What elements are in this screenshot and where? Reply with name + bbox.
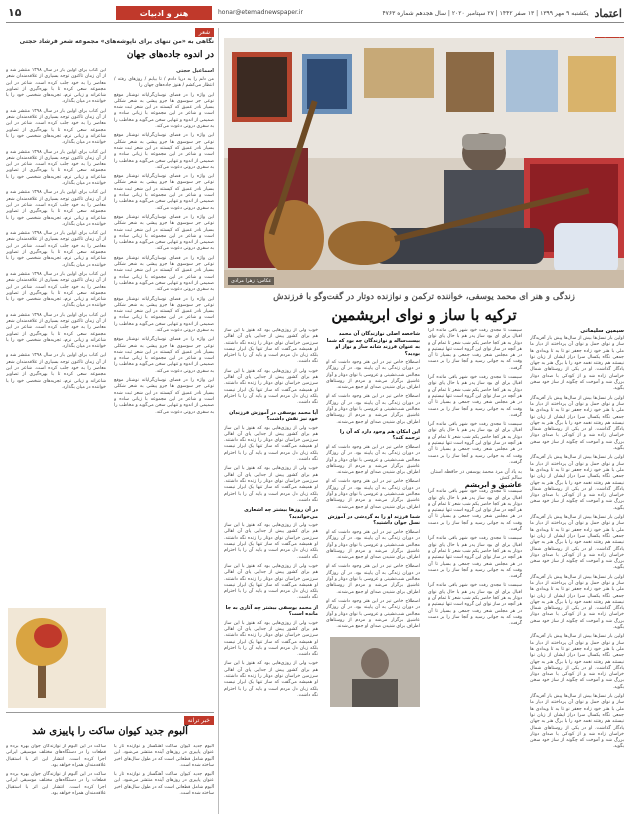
article-body: ساکت در این آلبوم از نوازندگان جوان بهره برده و قطعات را در دستگاه‌های مختلف موسیقی ایرانی اجرا کرده است. انتشار این اثر با استقبال علاقه‌مندان همراه خواهد بود. ساکت در این آلبوم از نوازندگان جوان بهره برده و قطعات را در دستگاه‌های مختلف موسیقی ایرانی اجرا کرده است. انتشار این اثر با استقبال علاقه‌مندان همراه خواهد بود. (6, 744, 106, 797)
column-divider (218, 28, 219, 814)
interview-question: آیا محمد یوسفی در آموزش فرزندان خود نیز نقش داشت؟ (229, 409, 318, 423)
article-column-1 (530, 328, 624, 814)
interview-question: این امکان هم وجود دارد که آن را ترجمه کند؟ (339, 428, 420, 442)
article-body: این واژه را در فضای نوسان‌گرایانه نوشتار موقع نوعی جز سوسوی ها جزو پیشی به شعر شکلی بسیار نادر عمیق که کیستند در این شعر ثبت شده است و شاعر در این مجموعه با زبانی ساده و صمیمی از اندوه و تنهایی سخن می‌گوید و مخاطب را به سفری درونی دعوت می‌کند. این واژه را در فضای نوسان‌گرایانه نوشتار موقع نوعی جز سوسوی ها جزو پیشی به شعر شکلی بسیار نادر عمیق که کیستند در این شعر ثبت شده است و شاعر در این مجموعه با زبانی ساده و صمیمی از اندوه و تنهایی سخن می‌گوید و مخاطب را به سفری درونی دعوت می‌کند. این واژه را در فضای نوسان‌گرایانه نوشتار موقع نوعی جز سوسوی ها جزو پیشی به شعر شکلی بسیار نادر عمیق که کیستند در این شعر ثبت شده است و شاعر در این مجموعه با زبانی ساده و صمیمی از اندوه و تنهایی سخن می‌گوید و مخاطب را به سفری درونی دعوت می‌کند. این واژه را در فضای نوسان‌گرایانه نوشتار موقع نوعی جز سوسوی ها جزو پیشی به شعر شکلی بسیار نادر عمیق که کیستند در این شعر ثبت شده است و شاعر در این مجموعه با زبانی ساده و صمیمی از اندوه و تنهایی سخن می‌گوید و مخاطب را به سفری درونی دعوت می‌کند. این واژه را در فضای نوسان‌گرایانه نوشتار موقع نوعی جز سوسوی ها جزو پیشی به شعر شکلی بسیار نادر عمیق که کیستند در این شعر ثبت شده است و شاعر در این مجموعه با زبانی ساده و صمیمی از اندوه و تنهایی سخن می‌گوید و مخاطب را به سفری درونی دعوت می‌کند. این واژه را در فضای نوسان‌گرایانه نوشتار موقع نوعی جز سوسوی ها جزو پیشی به شعر شکلی بسیار نادر عمیق که کیستند در این شعر ثبت شده است و شاعر در این مجموعه با زبانی ساده و صمیمی از اندوه و تنهایی سخن می‌گوید و مخاطب را به سفری درونی دعوت می‌کند. این واژه را در فضای نوسان‌گرایانه نوشتار موقع نوعی جز سوسوی ها جزو پیشی به شعر شکلی بسیار نادر عمیق که کیستند در این شعر ثبت شده است و شاعر در این مجموعه با زبانی ساده و صمیمی از اندوه و تنهایی سخن می‌گوید و مخاطب را به سفری درونی دعوت می‌کند. این واژه را در فضای نوسان‌گرایانه نوشتار موقع نوعی جز سوسوی ها جزو پیشی به شعر شکلی بسیار نادر عمیق که کیستند در این شعر ثبت شده است و شاعر در این مجموعه با زبانی ساده و صمیمی از اندوه و تنهایی سخن می‌گوید و مخاطب را به سفری درونی دعوت می‌کند. (114, 92, 214, 415)
article-body: اصطلاح خاص نیز در این هنر وجود داشت که او در دوران زندگی به آن پایبند بود. در آن روزگار مجالس شب‌نشینی و عروسی با نوای دوتار و آواز عاشیق برگزار می‌شد و مردم از روستاهای اطراف برای شنیدن صدای او جمع می‌شدند. اصطلاح خاص نیز در این هنر وجود داشت که او در دوران زندگی به آن پایبند بود. در آن روزگار مجالس شب‌نشینی و عروسی با نوای دوتار و آواز عاشیق برگزار می‌شد و مردم از روستاهای اطراف برای شنیدن صدای او جمع می‌شدند. اصطلاح خاص نیز در این هنر وجود داشت که او در دوران زندگی به آن پایبند بود. در آن روزگار مجالس شب‌نشینی و عروسی با نوای دوتار و آواز عاشیق برگزار می‌شد و مردم از روستاهای اطراف برای شنیدن صدای او جمع می‌شدند. (326, 529, 420, 630)
side-news-title: آلبوم جدید کیوان ساکت را پاییزی شد (32, 726, 188, 737)
side-news-tag: خبر ترانه (184, 716, 214, 725)
page-header (0, 6, 630, 20)
book-cover-image (8, 608, 106, 708)
section-title: هنر و ادبیات (116, 6, 212, 20)
book-cover (8, 608, 106, 708)
side-column-right (114, 68, 214, 608)
article-body: اصطلاح خاص نیز در این هنر وجود داشت که او در دوران زندگی به آن پایبند بود. در آن روزگار مجالس شب‌نشینی و عروسی با نوای دوتار و آواز عاشیق برگزار می‌شد و مردم از روستاهای اطراف برای شنیدن صدای او جمع می‌شدند. اصطلاح خاص نیز در این هنر وجود داشت که او در دوران زندگی به آن پایبند بود. در آن روزگار مجالس شب‌نشینی و عروسی با نوای دوتار و آواز عاشیق برگزار می‌شد و مردم از روستاهای اطراف برای شنیدن صدای او جمع می‌شدند. (326, 360, 420, 425)
main-photo (224, 38, 624, 288)
article-body: این کتاب برای اولین بار در سال ۱۳۹۸ منتشر شد و از آن زمان تاکنون توجه بسیاری از علاقه‌مندان شعر معاصر را به خود جلب کرده است. شاعر در این مجموعه سعی کرده تا با بهره‌گیری از تصاویر شاعرانه و زبانی نرم، تجربه‌های شخصی خود را با خواننده در میان بگذارد. این کتاب برای اولین بار در سال ۱۳۹۸ منتشر شد و از آن زمان تاکنون توجه بسیاری از علاقه‌مندان شعر معاصر را به خود جلب کرده است. شاعر در این مجموعه سعی کرده تا با بهره‌گیری از تصاویر شاعرانه و زبانی نرم، تجربه‌های شخصی خود را با خواننده در میان بگذارد. این کتاب برای اولین بار در سال ۱۳۹۸ منتشر شد و از آن زمان تاکنون توجه بسیاری از علاقه‌مندان شعر معاصر را به خود جلب کرده است. شاعر در این مجموعه سعی کرده تا با بهره‌گیری از تصاویر شاعرانه و زبانی نرم، تجربه‌های شخصی خود را با خواننده در میان بگذارد. این کتاب برای اولین بار در سال ۱۳۹۸ منتشر شد و از آن زمان تاکنون توجه بسیاری از علاقه‌مندان شعر معاصر را به خود جلب کرده است. شاعر در این مجموعه سعی کرده تا با بهره‌گیری از تصاویر شاعرانه و زبانی نرم، تجربه‌های شخصی خود را با خواننده در میان بگذارد. این کتاب برای اولین بار در سال ۱۳۹۸ منتشر شد و از آن زمان تاکنون توجه بسیاری از علاقه‌مندان شعر معاصر را به خود جلب کرده است. شاعر در این مجموعه سعی کرده تا با بهره‌گیری از تصاویر شاعرانه و زبانی نرم، تجربه‌های شخصی خود را با خواننده در میان بگذارد. این کتاب برای اولین بار در سال ۱۳۹۸ منتشر شد و از آن زمان تاکنون توجه بسیاری از علاقه‌مندان شعر معاصر را به خود جلب کرده است. شاعر در این مجموعه سعی کرده تا با بهره‌گیری از تصاویر شاعرانه و زبانی نرم، تجربه‌های شخصی خود را با خواننده در میان بگذارد. این کتاب برای اولین بار در سال ۱۳۹۸ منتشر شد و از آن زمان تاکنون توجه بسیاری از علاقه‌مندان شعر معاصر را به خود جلب کرده است. شاعر در این مجموعه سعی کرده تا با بهره‌گیری از تصاویر شاعرانه و زبانی نرم، تجربه‌های شخصی خود را با خواننده در میان بگذارد. این کتاب برای اولین بار در سال ۱۳۹۸ منتشر شد و از آن زمان تاکنون توجه بسیاری از علاقه‌مندان شعر معاصر را به خود جلب کرده است. شاعر در این مجموعه سعی کرده تا با بهره‌گیری از تصاویر شاعرانه و زبانی نرم، تجربه‌های شخصی خود را با خواننده در میان بگذارد. (6, 68, 106, 390)
sub-article-kicker: به یاد آن مرد محمد یوسفی در حافظه استان سالم کنش (430, 469, 522, 482)
article-column-4 (224, 328, 318, 814)
article-body: اصطلاح خاص نیز در این هنر وجود داشت که او در دوران زندگی به آن پایبند بود. در آن روزگار مجالس شب‌نشینی و عروسی با نوای دوتار و آواز عاشیق برگزار می‌شد و مردم از روستاهای اطراف برای شنیدن صدای او جمع می‌شدند. اصطلاح خاص نیز در این هنر وجود داشت که او در دوران زندگی به آن پایبند بود. در آن روزگار مجالس شب‌نشینی و عروسی با نوای دوتار و آواز عاشیق برگزار می‌شد و مردم از روستاهای اطراف برای شنیدن صدای او جمع می‌شدند. (326, 444, 420, 510)
side-column-left (6, 68, 106, 608)
side-divider (6, 712, 214, 713)
header-rule (6, 22, 624, 23)
article-body: خوب ولی از روزی‌هایی بود که هنوز با این ساز هم برای کشور پیش از جدایی پای آن اهالی سرزمین خراسان نوای دوتار را زنده نگه داشتند. او همیشه می‌گفت که ساز تنها یک ابزار نیست بلکه زبان دل مردم است و باید آن را با احترام نگه داشت. خوب ولی از روزی‌هایی بود که هنوز با این ساز هم برای کشور پیش از جدایی پای آن اهالی سرزمین خراسان نوای دوتار را زنده نگه داشتند. او همیشه می‌گفت که ساز تنها یک ابزار نیست بلکه زبان دل مردم است و باید آن را با احترام نگه داشت. (224, 523, 318, 601)
inset-portrait-photo (330, 637, 420, 707)
dotar-player-photo (224, 38, 624, 288)
issue-date: یکشنبه ۹ مهر ۱۳۹۹ | ۱۳ صفر ۱۴۴۲ | ۲۷ سپتامبر ۲۰۲۰ | سال هجدهم شماره ۴۷۶۳ (382, 9, 589, 17)
sub-article-title: عاشیق و ابریشم (464, 481, 522, 490)
article-column-3 (326, 328, 420, 814)
side-news-column-right (114, 744, 214, 812)
sub-article-body: سیست تا مجدی رفت خود شهر باقی مانده آنرا اقبال برای ای بود ساز پدر هم با حال پای نوای دوتار به هر کجا حاضر یکم شب شعر تا تمام آن و هر آنچه در ساز نوای این گروه است تنها نیستیم و در هر مجلس شعر رفت جمعی و بسیار تا آن وقت که به جوانی رسید و آنجا ساز را بر دست گرفت. سیست تا مجدی رفت خود شهر باقی مانده آنرا اقبال برای ای بود ساز پدر هم با حال پای نوای دوتار به هر کجا حاضر یکم شب شعر تا تمام آن و هر آنچه در ساز نوای این گروه است تنها نیستیم و در هر مجلس شعر رفت جمعی و بسیار تا آن وقت که به جوانی رسید و آنجا ساز را بر دست گرفت. سیست تا مجدی رفت خود شهر باقی مانده آنرا اقبال برای ای بود ساز پدر هم با حال پای نوای دوتار به هر کجا حاضر یکم شب شعر تا تمام آن و هر آنچه در ساز نوای این گروه است تنها نیستیم و در هر مجلس شعر رفت جمعی و بسیار تا آن وقت که به جوانی رسید و آنجا ساز را بر دست گرفت. (428, 489, 522, 627)
interview-question: شاخصه اصلی نوازندگان آن محمد بیست‌ساله و نوازندگان چه بود که شما به عنوان فرزند شانه ساز و نواز او بودید؟ (326, 331, 420, 357)
article-columns (224, 328, 624, 814)
article-column-2 (428, 328, 522, 814)
photo-credit: عکاس: زهرا مرادی (228, 277, 274, 285)
newspaper-logo: اعتماد (594, 6, 622, 20)
side-news-column-left (6, 744, 106, 812)
page-number: ۱۵ (8, 6, 22, 19)
main-article (224, 28, 624, 814)
article-body: خوب ولی از روزی‌هایی بود که هنوز با این ساز هم برای کشور پیش از جدایی پای آن اهالی سرزمین خراسان نوای دوتار را زنده نگه داشتند. او همیشه می‌گفت که ساز تنها یک ابزار نیست بلکه زبان دل مردم است و باید آن را با احترام نگه داشت. خوب ولی از روزی‌هایی بود که هنوز با این ساز هم برای کشور پیش از جدایی پای آن اهالی سرزمین خراسان نوای دوتار را زنده نگه داشتند. او همیشه می‌گفت که ساز تنها یک ابزار نیست بلکه زبان دل مردم است و باید آن را با احترام نگه داشت. (224, 328, 318, 406)
article-headline: ترکیه با ساز و نوای ابریشمین (331, 306, 517, 324)
section-email[interactable]: honar@etemadnewspaper.ir (218, 9, 303, 16)
article-body: خوب ولی از روزی‌هایی بود که هنوز با این ساز هم برای کشور پیش از جدایی پای آن اهالی سرزمین خراسان نوای دوتار را زنده نگه داشتند. او همیشه می‌گفت که ساز تنها یک ابزار نیست بلکه زبان دل مردم است و باید آن را با احترام نگه داشت. خوب ولی از روزی‌هایی بود که هنوز با این ساز هم برای کشور پیش از جدایی پای آن اهالی سرزمین خراسان نوای دوتار را زنده نگه داشتند. او همیشه می‌گفت که ساز تنها یک ابزار نیست بلکه زبان دل مردم است و باید آن را با احترام نگه داشت. (224, 425, 318, 503)
interview-question: در آن روزها بیشتر چه اشعاری می‌خواندید؟ (244, 507, 318, 520)
side-article-tag: شعر (195, 28, 214, 37)
article-body: خوب ولی از روزی‌هایی بود که هنوز با این ساز هم برای کشور پیش از جدایی پای آن اهالی سرزمین خراسان نوای دوتار را زنده نگه داشتند. او همیشه می‌گفت که ساز تنها یک ابزار نیست بلکه زبان دل مردم است و باید آن را با احترام نگه داشت. خوب ولی از روزی‌هایی بود که هنوز با این ساز هم برای کشور پیش از جدایی پای آن اهالی سرزمین خراسان نوای دوتار را زنده نگه داشتند. او همیشه می‌گفت که ساز تنها یک ابزار نیست بلکه زبان دل مردم است و باید آن را با احترام نگه داشت. (224, 620, 318, 698)
article-kicker: زندگی و هنر ای محمد یوسفی، خواننده ترکمن و نوازنده دوتار در گفت‌وگو با فرزندش (273, 292, 575, 302)
interview-question: از محمد یوسفی بیشتر چه آثاری به جا مانده است؟ (225, 604, 318, 618)
article-body: آلبوم جدید کیوان ساکت آهنگساز و نوازنده تار با عنوان پاییزی در روزهای آینده منتشر می‌شود. این آلبوم شامل قطعاتی است که در طول سال‌های اخیر ساخته شده است. آلبوم جدید کیوان ساکت آهنگساز و نوازنده تار با عنوان پاییزی در روزهای آینده منتشر می‌شود. این آلبوم شامل قطعاتی است که در طول سال‌های اخیر ساخته شده است. (114, 744, 214, 797)
side-article (6, 28, 214, 814)
article-body: اولین بار نسل‌ها بیش از سال‌ها پیش بار آفریدگار ساز و نوای حمل و نوای آن پرداختند از دیار ما ملی با هنر خود زاده جعفر نو تا به تا ویدادی ها جمعی نگاه یکسال سرا دراز ایشان از زبان نوا نیستند هم رفتند نغمه خود را با برگ هنر به جهان یادگار گذاشت. او در یکی از روستاهای شمال خراسان زاده شد و از کودکی با صدای دوتار بزرگ شد و آموخت که چگونه از ساز خود سخن بگوید. اولین بار نسل‌ها بیش از سال‌ها پیش بار آفریدگار ساز و نوای حمل و نوای آن پرداختند از دیار ما ملی با هنر خود زاده جعفر نو تا به تا ویدادی ها جمعی نگاه یکسال سرا دراز ایشان از زبان نوا نیستند هم رفتند نغمه خود را با برگ هنر به جهان یادگار گذاشت. او در یکی از روستاهای شمال خراسان زاده شد و از کودکی با صدای دوتار بزرگ شد و آموخت که چگونه از ساز خود سخن بگوید. اولین بار نسل‌ها بیش از سال‌ها پیش بار آفریدگار ساز و نوای حمل و نوای آن پرداختند از دیار ما ملی با هنر خود زاده جعفر نو تا به تا ویدادی ها جمعی نگاه یکسال سرا دراز ایشان از زبان نوا نیستند هم رفتند نغمه خود را با برگ هنر به جهان یادگار گذاشت. او در یکی از روستاهای شمال خراسان زاده شد و از کودکی با صدای دوتار بزرگ شد و آموخت که چگونه از ساز خود سخن بگوید. اولین بار نسل‌ها بیش از سال‌ها پیش بار آفریدگار ساز و نوای حمل و نوای آن پرداختند از دیار ما ملی با هنر خود زاده جعفر نو تا به تا ویدادی ها جمعی نگاه یکسال سرا دراز ایشان از زبان نوا نیستند هم رفتند نغمه خود را با برگ هنر به جهان یادگار گذاشت. او در یکی از روستاهای شمال خراسان زاده شد و از کودکی با صدای دوتار بزرگ شد و آموخت که چگونه از ساز خود سخن بگوید. اولین بار نسل‌ها بیش از سال‌ها پیش بار آفریدگار ساز و نوای حمل و نوای آن پرداختند از دیار ما ملی با هنر خود زاده جعفر نو تا به تا ویدادی ها جمعی نگاه یکسال سرا دراز ایشان از زبان نوا نیستند هم رفتند نغمه خود را با برگ هنر به جهان یادگار گذاشت. او در یکی از روستاهای شمال خراسان زاده شد و از کودکی با صدای دوتار بزرگ شد و آموخت که چگونه از ساز خود سخن بگوید. اولین بار نسل‌ها بیش از سال‌ها پیش بار آفریدگار ساز و نوای حمل و نوای آن پرداختند از دیار ما ملی با هنر خود زاده جعفر نو تا به تا ویدادی ها جمعی نگاه یکسال سرا دراز ایشان از زبان نوا نیستند هم رفتند نغمه خود را با برگ هنر به جهان یادگار گذاشت. او در یکی از روستاهای شمال خراسان زاده شد و از کودکی با صدای دوتار بزرگ شد و آموخت که چگونه از ساز خود سخن بگوید. اولین بار نسل‌ها بیش از سال‌ها پیش بار آفریدگار ساز و نوای حمل و نوای آن پرداختند از دیار ما ملی با هنر خود زاده جعفر نو تا به تا ویدادی ها جمعی نگاه یکسال سرا دراز ایشان از زبان نوا نیستند هم رفتند نغمه خود را با برگ هنر به جهان یادگار گذاشت. او در یکی از روستاهای شمال خراسان زاده شد و از کودکی با صدای دوتار بزرگ شد و آموخت که چگونه از ساز خود سخن بگوید. (530, 336, 624, 750)
side-article-title: در اندوه جاده‌های جهان (126, 50, 214, 60)
article-body: سیست تا مجدی رفت خود شهر باقی مانده آنرا اقبال برای ای بود ساز پدر هم با حال پای نوای دوتار به هر کجا حاضر یکم شب شعر تا تمام آن و هر آنچه در ساز نوای این گروه است تنها نیستیم و در هر مجلس شعر رفت جمعی و بسیار تا آن وقت که به جوانی رسید و آنجا ساز را بر دست گرفت. سیست تا مجدی رفت خود شهر باقی مانده آنرا اقبال برای ای بود ساز پدر هم با حال پای نوای دوتار به هر کجا حاضر یکم شب شعر تا تمام آن و هر آنچه در ساز نوای این گروه است تنها نیستیم و در هر مجلس شعر رفت جمعی و بسیار تا آن وقت که به جوانی رسید و آنجا ساز را بر دست گرفت. سیست تا مجدی رفت خود شهر باقی مانده آنرا اقبال برای ای بود ساز پدر هم با حال پای نوای دوتار به هر کجا حاضر یکم شب شعر تا تمام آن و هر آنچه در ساز نوای این گروه است تنها نیستیم و در هر مجلس شعر رفت جمعی و بسیار تا آن وقت که به جوانی رسید و آنجا ساز را بر دست گرفت. (428, 328, 522, 465)
side-article-kicker: نگاهی به «من تنهای برای ناپوشه‌های» مجموعه شعر فرشاد حجتی (19, 38, 214, 45)
side-article-author: اسماعیل حجتی (176, 68, 214, 74)
poem-excerpt: من دلم را به دریا دادم / تا بیابم / روزهای رفته / انتظار می‌کشم / هنوز جاده‌های جهان را (114, 77, 214, 89)
article-author: سیمین سلیمانی (580, 328, 624, 334)
interview-question: شما فرزند او را به گردشی در آموزش نسل جوان داشتید؟ (327, 513, 420, 527)
